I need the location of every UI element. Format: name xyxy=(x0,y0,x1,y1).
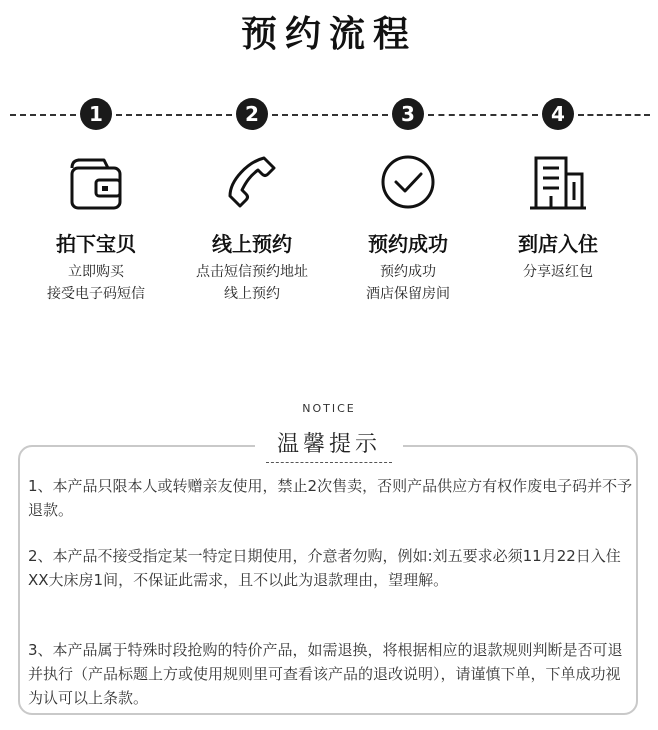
step-title: 预约成功 xyxy=(368,232,448,256)
step-number-2: 2 xyxy=(236,98,268,130)
step-desc-line: 接受电子码短信 xyxy=(47,286,145,302)
wallet-icon xyxy=(64,150,128,214)
notice-title-wrap xyxy=(0,427,658,458)
dash-line xyxy=(428,114,538,116)
step-number-1: 1 xyxy=(80,98,112,130)
notice-title-underline xyxy=(266,462,392,463)
notice-item-2: 2、本产品不接受指定某一特定日期使用，介意者勿购，例如:刘五要求必须11月22日入住XX大床房1间，不保证此需求，且不以此为退款理由，望理解。 xyxy=(28,547,621,589)
step-title: 拍下宝贝 xyxy=(56,232,136,256)
dash-line xyxy=(10,114,76,116)
check-circle-icon xyxy=(376,150,440,214)
step-desc-line: 线上预约 xyxy=(224,286,280,302)
step-desc-line: 预约成功 xyxy=(380,264,436,280)
step-reserve-online xyxy=(172,150,332,305)
notice-item-1: 1、本产品只限本人或转赠亲友使用，禁止2次售卖，否则产品供应方有权作废电子码并不予退款。 xyxy=(28,477,633,519)
step-desc-line: 分享返红包 xyxy=(523,264,593,280)
step-title: 线上预约 xyxy=(212,232,292,256)
dash-line xyxy=(578,114,650,116)
step-check-in xyxy=(478,150,638,283)
building-icon xyxy=(526,150,590,214)
step-title: 到店入住 xyxy=(518,232,598,256)
dash-line xyxy=(116,114,232,116)
step-number-4: 4 xyxy=(542,98,574,130)
step-number-3: 3 xyxy=(392,98,424,130)
notice-item-3: 3、本产品属于特殊时段抢购的特价产品，如需退换，将根据相应的退款规则判断是否可退并执行（产品标题上方或使用规则里可查看该产品的退改说明），请谨慎下单，下单成功视为认可以上条款。 xyxy=(28,641,623,707)
step-desc-line: 立即购买 xyxy=(68,264,124,280)
dash-line xyxy=(272,114,388,116)
step-purchase xyxy=(16,150,176,305)
notice-title: 温馨提示 xyxy=(255,427,403,458)
step-desc-line: 点击短信预约地址 xyxy=(196,264,308,280)
notice-label: NOTICE xyxy=(302,402,356,415)
phone-icon xyxy=(220,150,284,214)
step-desc-line: 酒店保留房间 xyxy=(366,286,450,302)
page-title: 预约流程 xyxy=(240,14,417,55)
step-reserve-success xyxy=(328,150,488,305)
